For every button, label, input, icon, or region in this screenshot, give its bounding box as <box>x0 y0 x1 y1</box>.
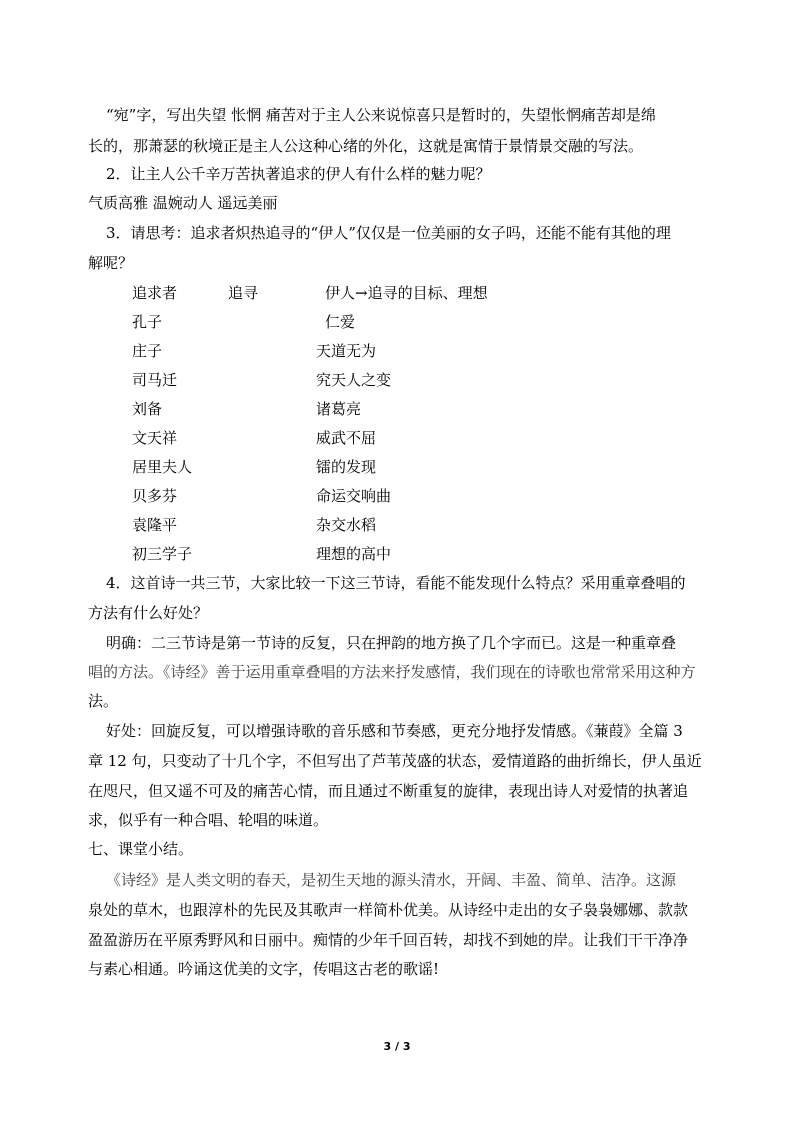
table-row-seeker: 司马迁 <box>132 371 178 389</box>
table-row-target: 威武不屈 <box>316 429 377 447</box>
benefit-line: 好处：回旋反复，可以增强诗歌的音乐感和节奏感，更充分地抒发情感。《蒹葭》全篇 3 <box>106 722 683 740</box>
table-header-pursue: 追寻 <box>228 284 259 302</box>
answer-2: 气质高雅 温婉动人 遥远美丽 <box>88 194 278 212</box>
section-heading: 七、课堂小结。 <box>88 840 194 858</box>
clarification-line: 唱的方法。《诗经》善于运用重章叠唱的方法来抒发感情，我们现在的诗歌也常常采用这种方 <box>88 663 696 681</box>
table-row-seeker: 庄子 <box>132 342 163 360</box>
question-4: 4．这首诗一共三节，大家比较一下这三节诗，看能不能发现什么特点？采用重章叠唱的 <box>106 574 686 592</box>
summary-line: 与素心相通。吟诵这优美的文字，传唱这古老的歌谣! <box>88 960 440 978</box>
clarification-line: 法。 <box>88 692 119 710</box>
table-row-seeker: 袁隆平 <box>132 516 178 534</box>
summary-line: 泉处的草木，也跟淳朴的先民及其歌声一样简朴优美。从诗经中走出的女子袅袅娜娜、款款 <box>88 901 689 919</box>
paragraph-line: “宛”字，写出失望 怅惘 痛苦对于主人公来说惊喜只是暂时的，失望怅惘痛苦却是绵 <box>106 106 656 124</box>
benefit-line: 求，似乎有一种合唱、轮唱的味道。 <box>88 811 329 829</box>
table-row-target: 命运交响曲 <box>316 487 392 505</box>
question-3-cont: 解呢？ <box>88 254 134 272</box>
benefit-line: 在咫尺，但又遥不可及的痛苦心情，而且通过不断重复的旋律，表现出诗人对爱情的执著追 <box>88 782 689 800</box>
table-row-target: 镭的发现 <box>316 458 377 476</box>
table-row-seeker: 文天祥 <box>132 429 178 447</box>
table-row-target: 究天人之变 <box>316 371 392 389</box>
table-header-target: 伊人→追寻的目标、理想 <box>325 284 488 302</box>
table-row-seeker: 刘备 <box>132 400 163 418</box>
summary-line: 盈盈游历在平原秀野风和日丽中。痴情的少年千回百转，却找不到她的岸。让我们干干净净 <box>88 931 689 949</box>
table-row-seeker: 居里夫人 <box>132 458 193 476</box>
table-row-seeker: 孔子 <box>132 313 163 331</box>
paragraph-line: 长的，那萧瑟的秋境正是主人公这种心绪的外化，这就是寓情于景情景交融的写法。 <box>88 137 644 155</box>
question-2: 2．让主人公千辛万苦执著追求的伊人有什么样的魅力呢？ <box>106 165 491 183</box>
table-header-seeker: 追求者 <box>132 284 178 302</box>
question-3: 3．请思考：追求者炽热追寻的“伊人”仅仅是一位美丽的女子吗，还能不能有其他的理 <box>106 224 671 242</box>
table-row-target: 杂交水稻 <box>316 516 377 534</box>
page-number: 3 / 3 <box>383 1040 411 1053</box>
table-row-seeker: 初三学子 <box>132 545 193 563</box>
benefit-line: 章 12 句，只变动了十几个字，不但写出了芦苇茂盛的状态，爱情道路的曲折绵长，伊人虽近 <box>88 752 702 770</box>
table-row-target: 仁爱 <box>325 313 356 331</box>
question-4-cont: 方法有什么好处？ <box>88 604 209 622</box>
clarification-line: 明确：二三节诗是第一节诗的反复，只在押韵的地方换了几个字而已。这是一种重章叠 <box>106 634 677 652</box>
summary-line: 《诗经》是人类文明的春天，是初生天地的源头清水，开阔、丰盈、简单、洁净。这源 <box>106 871 677 889</box>
table-row-target: 天道无为 <box>316 342 377 360</box>
table-row-seeker: 贝多芬 <box>132 487 178 505</box>
table-row-target: 理想的高中 <box>316 545 392 563</box>
table-row-target: 诸葛亮 <box>316 400 362 418</box>
